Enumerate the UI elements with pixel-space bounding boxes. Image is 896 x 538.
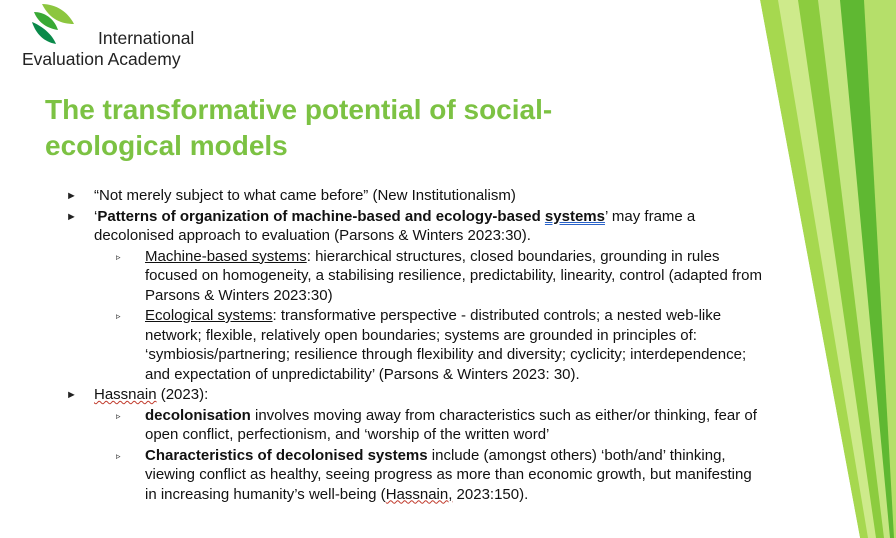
page-title: The transformative potential of social-ecological models (45, 94, 553, 161)
sub-bullet-marker-icon: ▹ (116, 450, 121, 461)
sub-bullet-decolonised-systems: ▹ Characteristics of decolonised systems include (amongst others) ‘both/and’ thinking, viewing conflict as healthy, seeing progress as more than economic growth, but manifesting in increasing humanity’s well-being (Hassnain, 2023:150). (116, 446, 752, 503)
sub-bullet-ecological: ▹ Ecological systems: transformative perspective - distributed controls; a nested web-like network; flexible, relatively open boundaries; systems are grounded in principles of: ‘symbiosis/partnering; resilience through flexibility and diversity; cyclicity; interdependence; and expectation of unpredictability’ (Parsons & Winters 2023: 30). (116, 307, 747, 383)
sub-bullet-decolonisation: ▹ decolonisation involves moving away from characteristics such as either/or thinking, fear of open conflict, perfectionism, and ‘worship of the written word’ (116, 406, 757, 443)
logo (22, 4, 252, 74)
bullet-new-institutionalism: ► “Not merely subject to what came before” (New Institutionalism) (64, 186, 764, 206)
content (64, 186, 764, 505)
sub-bullet-marker-icon: ▹ (116, 410, 121, 421)
bullet-hassnain: ► Hassnain (2023): (64, 385, 764, 405)
bullet-marker-icon: ► (66, 389, 77, 401)
sub-bullet-marker-icon: ▹ (116, 311, 121, 321)
sub-bullet-marker-icon: ▹ (116, 251, 121, 262)
logo-text (22, 28, 194, 70)
bullet-marker-icon: ► (66, 210, 77, 223)
bullet-patterns: ► ‘Patterns of organization of machine-based and ecology-based systems’ may frame a decolonised approach to evaluation (Parsons & Winters 2023:30). (66, 207, 696, 244)
bullet-marker-icon: ► (66, 190, 77, 202)
logo-line-2: Evaluation Academy (22, 49, 181, 69)
logo-line-1: International (98, 28, 195, 48)
sub-bullet-machine-based: ▹ Machine-based systems: hierarchical structures, closed boundaries, grounding in rules focused on homogeneity, a stabilising resilience, predictability, linearity, control (adapted from Parsons & Winters 2023:30) (116, 247, 762, 304)
